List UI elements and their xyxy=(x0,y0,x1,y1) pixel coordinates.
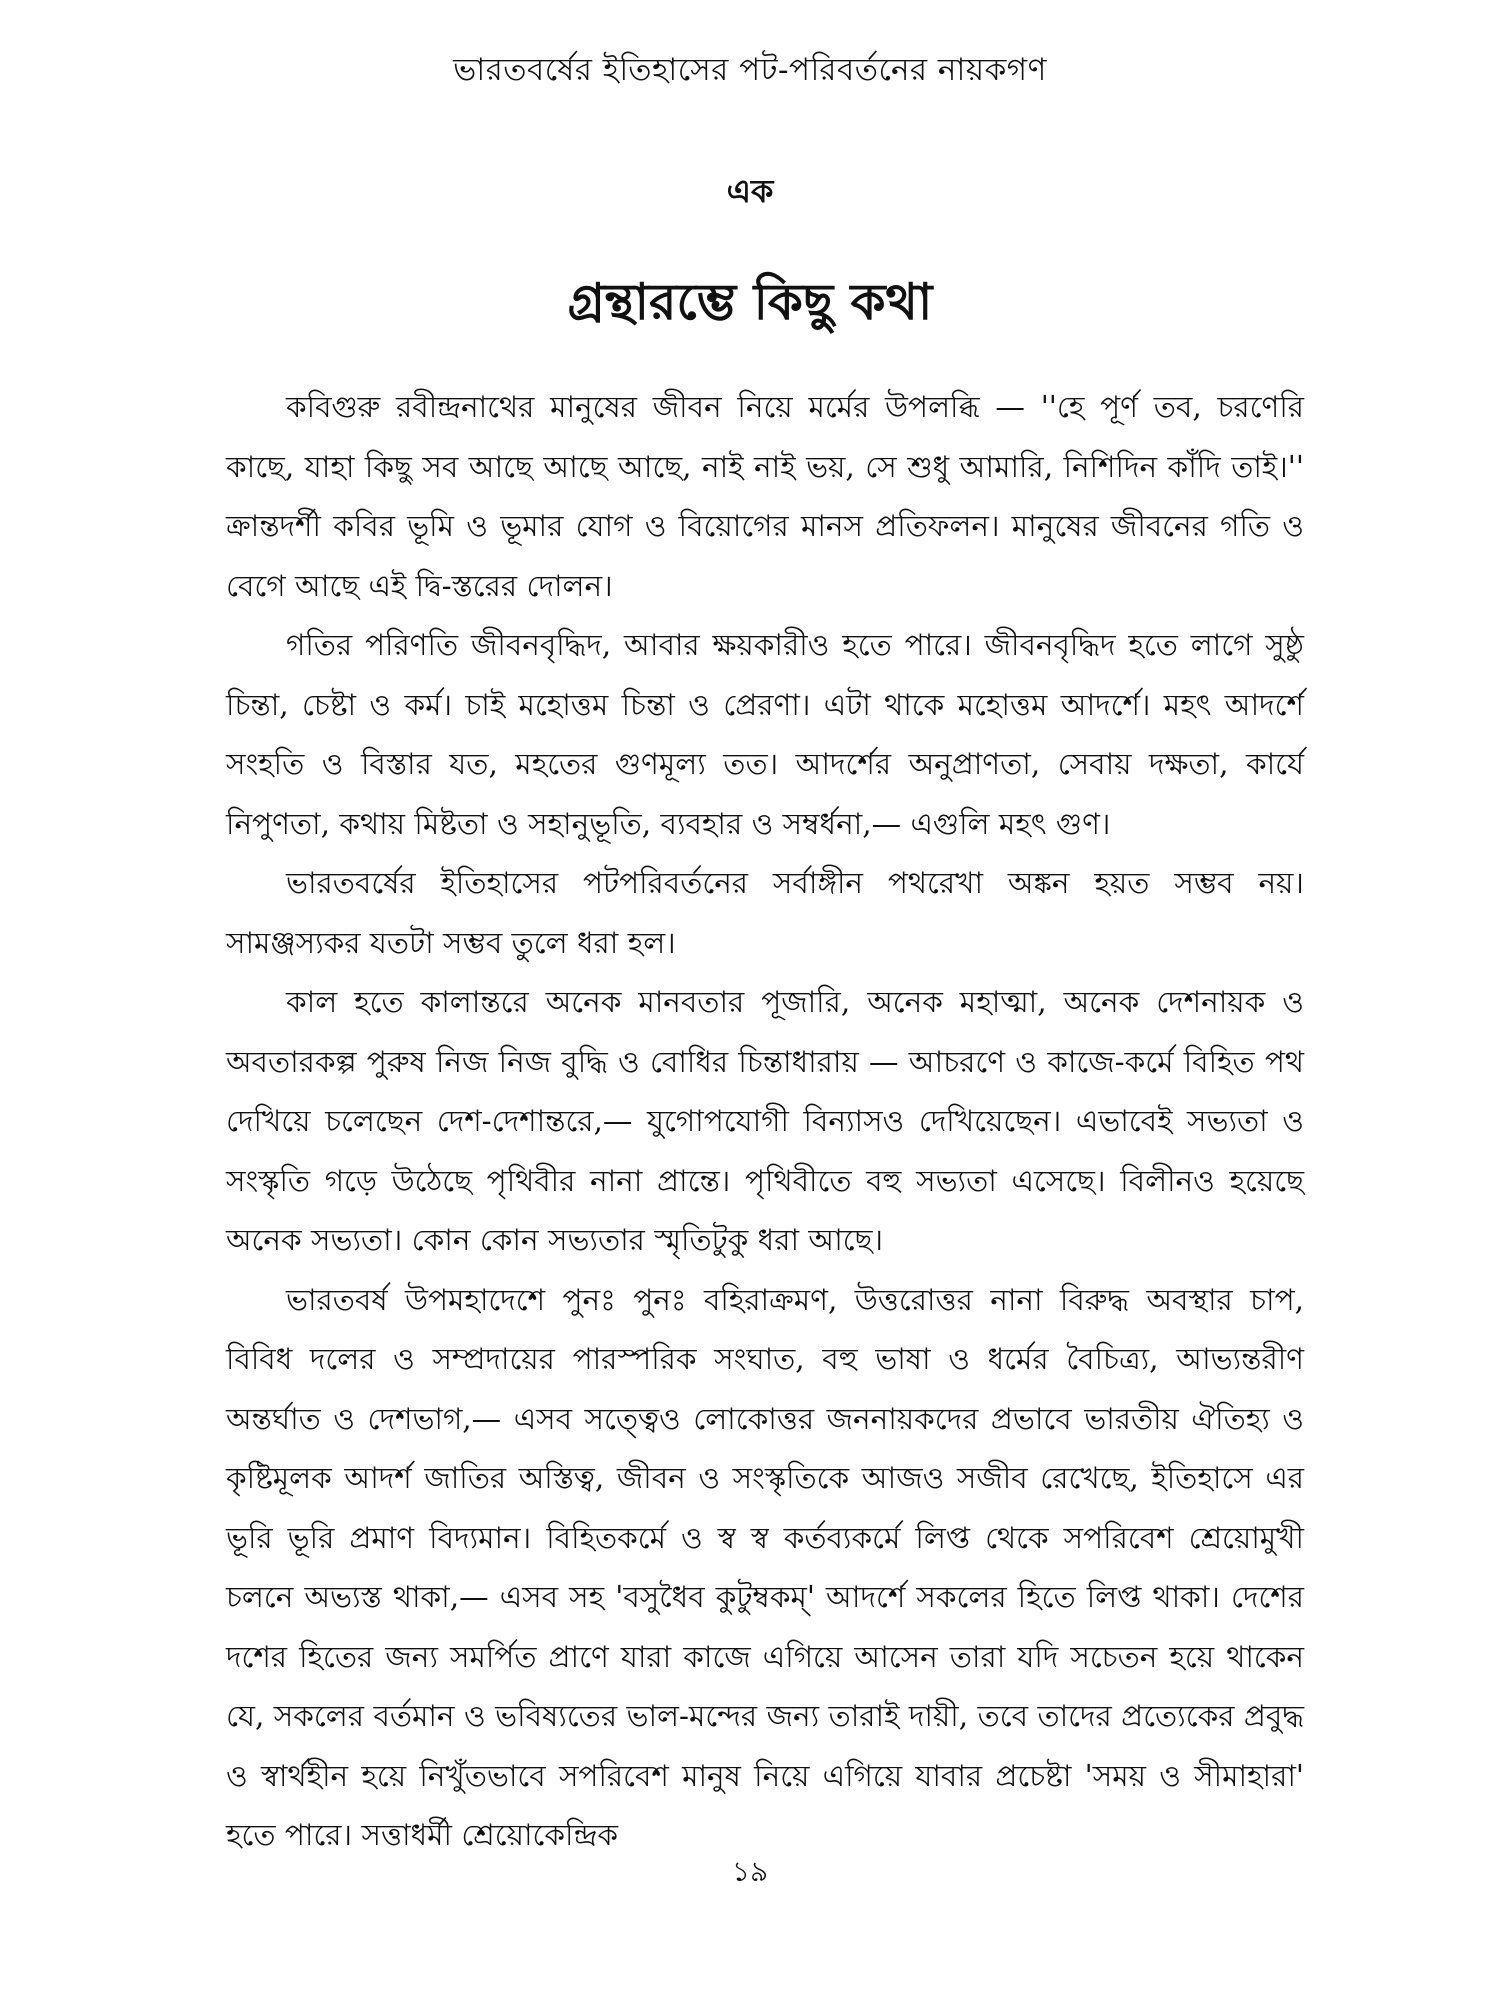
body-text xyxy=(226,378,1304,1866)
paragraph: গতির পরিণতি জীবনবৃদ্ধিদ, আবার ক্ষয়কারীও হতে পারে। জীবনবৃদ্ধিদ হতে লাগে সুষ্ঠু চিন্তা, চেষ্টা ও কর্ম। চাই মহোত্তম চিন্তা ও প্রেরণা। এটা থাকে মহোত্তম আদর্শে। মহৎ আদর্শে সংহতি ও বিস্তার যত, মহতের গুণমূল্য তত। আদর্শের অনুপ্রাণতা, সেবায় দক্ষতা, কার্যে নিপুণতা, কথায় মিষ্টতা ও সহানুভূতি, ব্যবহার ও সম্বর্ধনা,— এগুলি মহৎ গুণ। xyxy=(226,628,1304,841)
paragraph: কাল হতে কালান্তরে অনেক মানবতার পূজারি, অনেক মহাত্মা, অনেক দেশনায়ক ও অবতারকল্প পুরুষ নিজ নিজ বুদ্ধি ও বোধির চিন্তাধারায় — আচরণে ও কাজে-কর্মে বিহিত পথ দেখিয়ে চলেছেন দেশ-দেশান্তরে,— যুগোপযোগী বিন্যাসও দেখিয়েছেন। এভাবেই সভ্যতা ও সংস্কৃতি গড়ে উঠেছে পৃথিবীর নানা প্রান্তে। পৃথিবীতে বহু সভ্যতা এসেছে। বিলীনও হয়েছে অনেক সভ্যতা। কোন কোন সভ্যতার স্মৃতিটুকু ধরা আছে। xyxy=(226,985,1304,1257)
paragraph: কবিগুরু রবীন্দ্রনাথের মানুষের জীবন নিয়ে মর্মের উপলব্ধি — ''হে পূর্ণ তব, চরণেরি কাছে, যাহা কিছু সব আছে আছে আছে, নাই নাই ভয়, সে শুধু আমারি, নিশিদিন কাঁদি তাই।'' ক্রান্তদর্শী কবির ভূমি ও ভূমার যোগ ও বিয়োগের মানস প্রতিফলন। মানুষের জীবনের গতি ও বেগে আছে এই দ্বি-স্তরের দোলন। xyxy=(226,390,1304,603)
running-header: ভারতবর্ষের ইতিহাসের পট-পরিবর্তনের নায়কগণ xyxy=(453,52,1047,88)
paragraph: ভারতবর্ষ উপমহাদেশে পুনঃ পুনঃ বহিরাক্রমণ, উত্তরোত্তর নানা বিরুদ্ধ অবস্থার চাপ, বিবিধ দলের ও সম্প্রদায়ের পারস্পরিক সংঘাত, বহু ভাষা ও ধর্মের বৈচিত্র্য, আভ্যন্তরীণ অন্তর্ঘাত ও দেশভাগ,— এসব সত্ত্বেও লোকোত্তর জননায়কদের প্রভাবে ভারতীয় ঐতিহ্য ও কৃষ্টিমূলক আদর্শ জাতির অস্তিত্ব, জীবন ও সংস্কৃতিকে আজও সজীব রেখেছে, ইতিহাসে এর ভূরি ভূরি প্রমাণ বিদ্যমান। বিহিতকর্মে ও স্ব স্ব কর্তব্যকর্মে লিপ্ত থেকে সপরিবেশ শ্রেয়োমুখী চলনে অভ্যস্ত থাকা,— এসব সহ 'বসুধৈব কুটুম্বকম্' আদর্শে সকলের হিতে লিপ্ত থাকা। দেশের দশের হিতের জন্য সমর্পিত প্রাণে যারা কাজে এগিয়ে আসেন তারা যদি সচেতন হয়ে থাকেন যে, সকলের বর্তমান ও ভবিষ্যতের ভাল-মন্দের জন্য তারাই দায়ী, তবে তাদের প্রত্যেকের প্রবুদ্ধ ও স্বার্থহীন হয়ে নিখুঁতভাবে সপরিবেশ মানুষ নিয়ে এগিয়ে যাবার প্রচেষ্টা 'সময় ও সীমাহারা' হতে পারে। সত্তাধর্মী শ্রেয়োকেন্দ্রিক xyxy=(226,1282,1304,1852)
chapter-number: এক xyxy=(726,172,774,210)
chapter-title: গ্রন্থারম্ভে কিছু কথা xyxy=(567,272,933,331)
page-number: ১৯ xyxy=(731,1855,769,1888)
paragraph: ভারতবর্ষের ইতিহাসের পটপরিবর্তনের সর্বাঙ্গীন পথরেখা অঙ্কন হয়ত সম্ভব নয়। সামঞ্জস্যকর যতটা সম্ভব তুলে ধরা হল। xyxy=(226,866,1304,960)
